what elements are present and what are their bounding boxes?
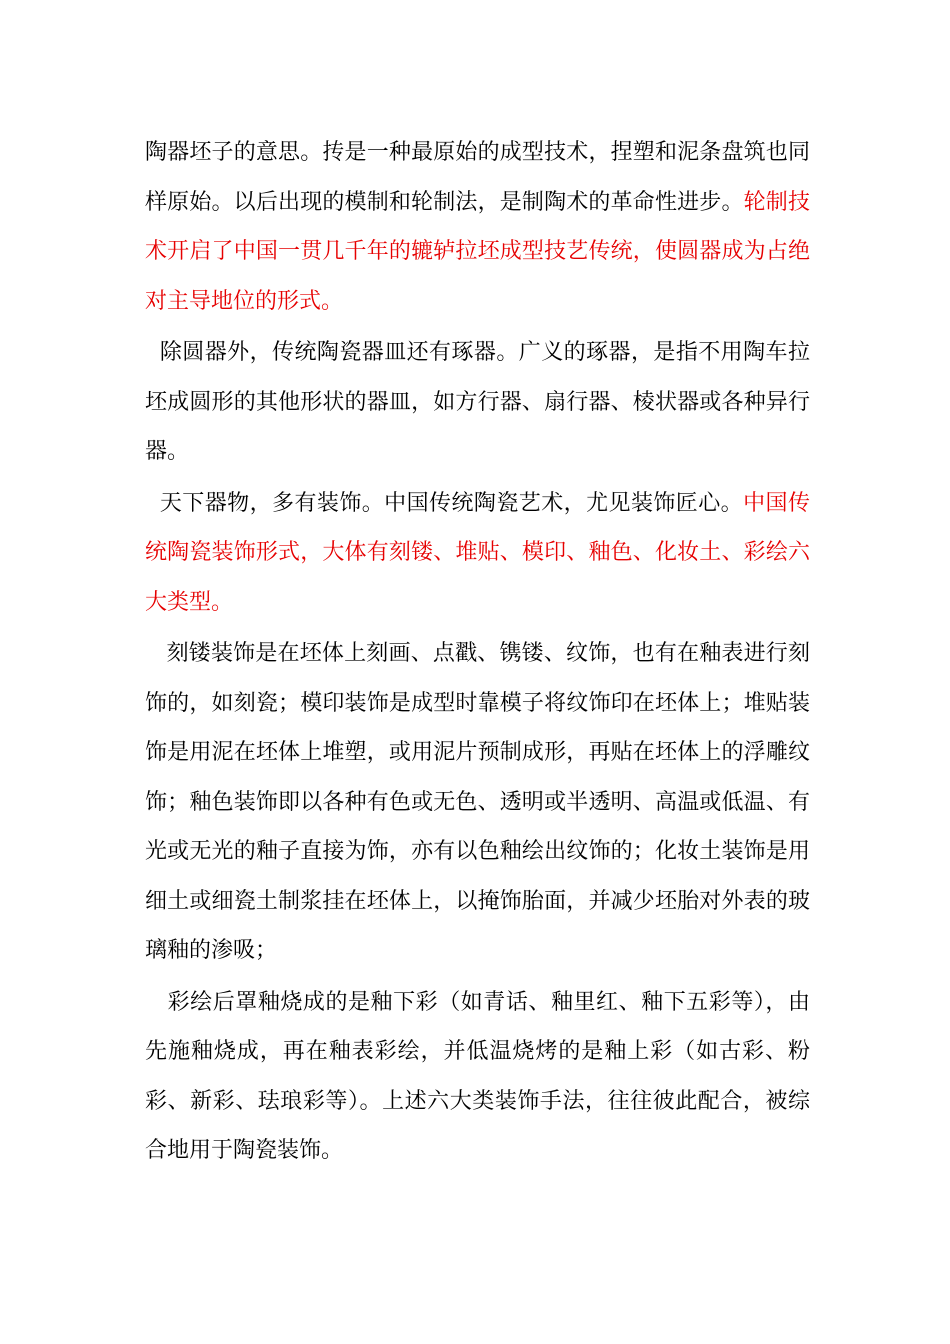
highlighted-text-segment: 中国传统陶瓷装饰形式，大体有刻镂、堆贴、模印、釉色、化妆土、彩绘六大类型。: [145, 490, 810, 615]
text-segment: 天下器物，多有装饰。中国传统陶瓷艺术，尤见装饰匠心。: [159, 490, 744, 516]
paragraph-indent: [145, 641, 167, 666]
paragraph-indent: [145, 491, 160, 516]
paragraph-indent: [145, 990, 168, 1015]
paragraph-indent: [145, 340, 160, 365]
paragraph-pottery-forming: [145, 128, 810, 326]
paragraph-zhuoqi: [145, 328, 810, 477]
text-segment: 陶器坯子的意思。抟是一种最原始的成型技术，捏塑和泥条盘筑也同样原始。以后出现的模制和轮制法，是制陶术的革命性进步。: [145, 140, 810, 215]
text-segment: 刻镂装饰是在坯体上刻画、点戳、镌镂、纹饰，也有在釉表进行刻饰的，如刻瓷；模印装饰是成型时靠模子将纹饰印在坯体上；堆贴装饰是用泥在坯体上堆塑，或用泥片预制成形，再贴在坯体上的浮雕纹饰；釉色装饰即以各种有色或无色、透明或半透明、高温或低温、有光或无光的釉子直接为饰，亦有以色釉绘出纹饰的；化妆土装饰是用细土或细瓷土制浆挂在坯体上，以掩饰胎面，并减少坯胎对外表的玻璃釉的渗吸；: [145, 641, 810, 963]
paragraph-painted-decoration: [145, 978, 810, 1176]
highlighted-text-segment: 轮制技术开启了中国一贯几千年的辘轳拉坯成型技艺传统，使圆器成为占绝对主导地位的形式。: [145, 189, 810, 314]
text-segment: 除圆器外，传统陶瓷器皿还有琢器。广义的琢器，是指不用陶车拉坯成圆形的其他形状的器皿，如方行器、扇行器、棱状器或各种异行器。: [145, 340, 810, 464]
paragraph-decoration-methods: [145, 629, 810, 976]
text-segment: 彩绘后罩釉烧成的是釉下彩（如青话、釉里红、釉下五彩等），由先施釉烧成，再在釉表彩绘，并低温烧烤的是釉上彩（如古彩、粉彩、新彩、珐琅彩等）。上述六大类装饰手法，往往彼此配合，被综合地用于陶瓷装饰。: [145, 989, 810, 1163]
document-page: [145, 128, 810, 1176]
paragraph-decoration-types: [145, 479, 810, 628]
